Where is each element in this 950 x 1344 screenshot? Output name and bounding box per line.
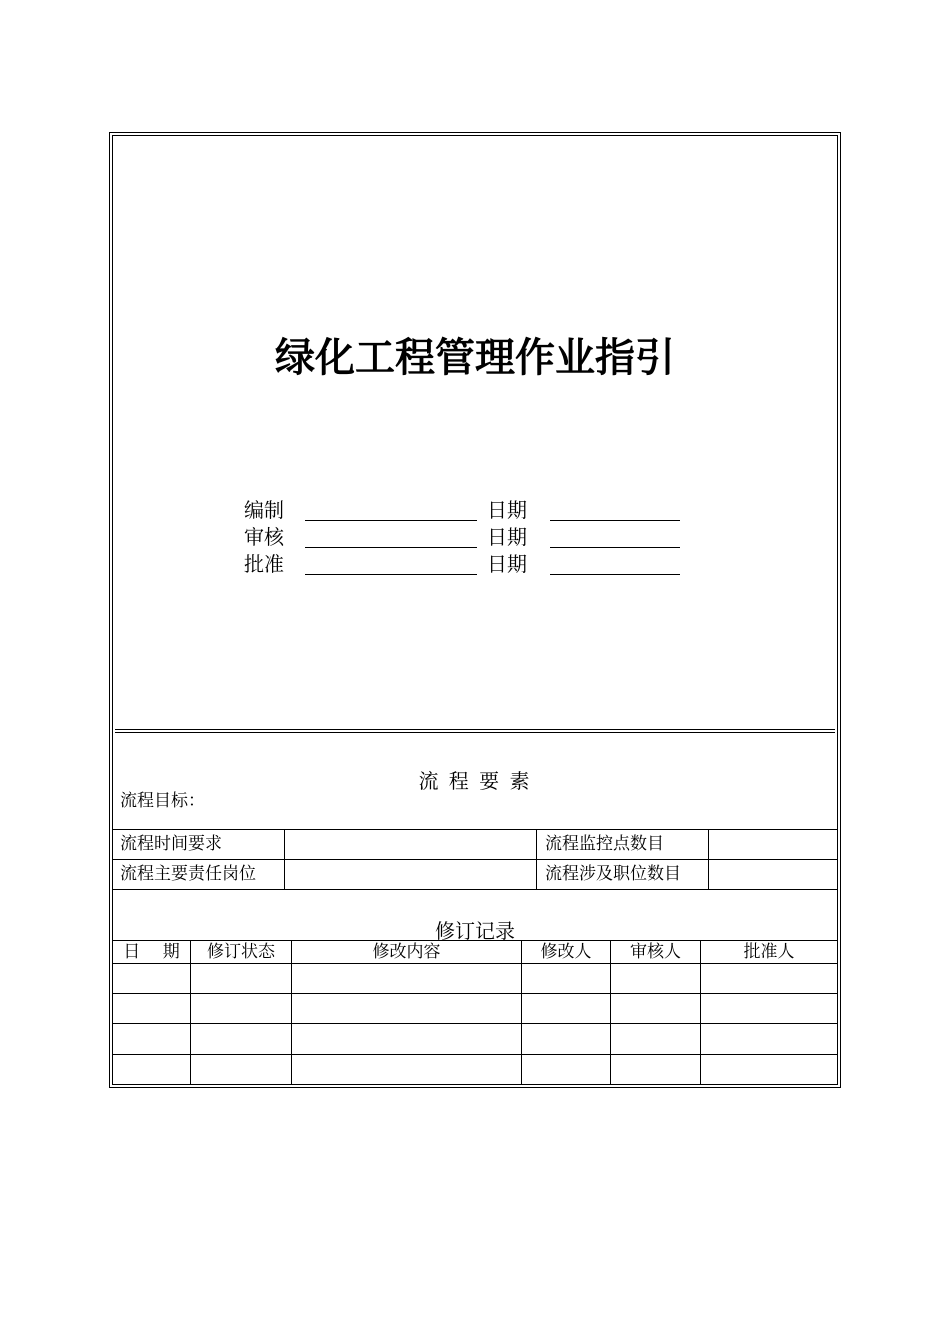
signoff-field-reviewed[interactable] (305, 547, 477, 548)
signoff-date-label-approved: 日期 (487, 552, 527, 576)
revision-table-rule (112, 940, 838, 941)
signoff-label-reviewed: 审核 (244, 525, 284, 549)
revision-table-rule (112, 993, 838, 994)
elements-table-rule (112, 829, 838, 830)
signoff-label-prepared: 编制 (244, 498, 284, 522)
signoff-field-prepared[interactable] (305, 520, 477, 521)
document-title: 绿化工程管理作业指引 (275, 335, 675, 381)
process-elements-heading: 流 程 要 素 (418, 769, 532, 793)
elements-table-divider (284, 829, 285, 889)
revision-column-header-date: 日 期 (123, 942, 180, 962)
revision-table-rule (112, 1023, 838, 1024)
process-owner-label: 流程主要责任岗位 (120, 864, 256, 884)
elements-table-divider (708, 829, 709, 889)
signoff-label-approved: 批准 (244, 552, 284, 576)
elements-table-rule (112, 889, 838, 890)
signoff-date-label-reviewed: 日期 (487, 525, 527, 549)
process-positions-count-label: 流程涉及职位数目 (545, 864, 681, 884)
signoff-date-field-reviewed[interactable] (550, 547, 680, 548)
revision-column-header-approver: 批准人 (743, 942, 795, 962)
signoff-date-label-prepared: 日期 (487, 498, 527, 522)
revision-table-rule (112, 1054, 838, 1055)
process-monitor-count-label: 流程监控点数目 (545, 834, 664, 854)
signoff-date-field-prepared[interactable] (550, 520, 680, 521)
revision-column-header-modifier: 修改人 (540, 942, 592, 962)
process-time-label: 流程时间要求 (120, 834, 222, 854)
signoff-date-field-approved[interactable] (550, 574, 680, 575)
elements-table-divider (536, 829, 537, 889)
revision-column-header-content: 修改内容 (372, 942, 441, 962)
divider-line-top (115, 729, 835, 730)
revision-record-heading: 修订记录 (435, 919, 515, 943)
revision-table-rule (112, 963, 838, 964)
divider-line-bottom (115, 732, 835, 733)
process-goal-label: 流程目标： (120, 791, 205, 811)
signoff-field-approved[interactable] (305, 574, 477, 575)
revision-column-header-status: 修订状态 (207, 942, 275, 962)
elements-table-rule (112, 859, 838, 860)
revision-column-header-reviewer: 审核人 (630, 942, 681, 962)
